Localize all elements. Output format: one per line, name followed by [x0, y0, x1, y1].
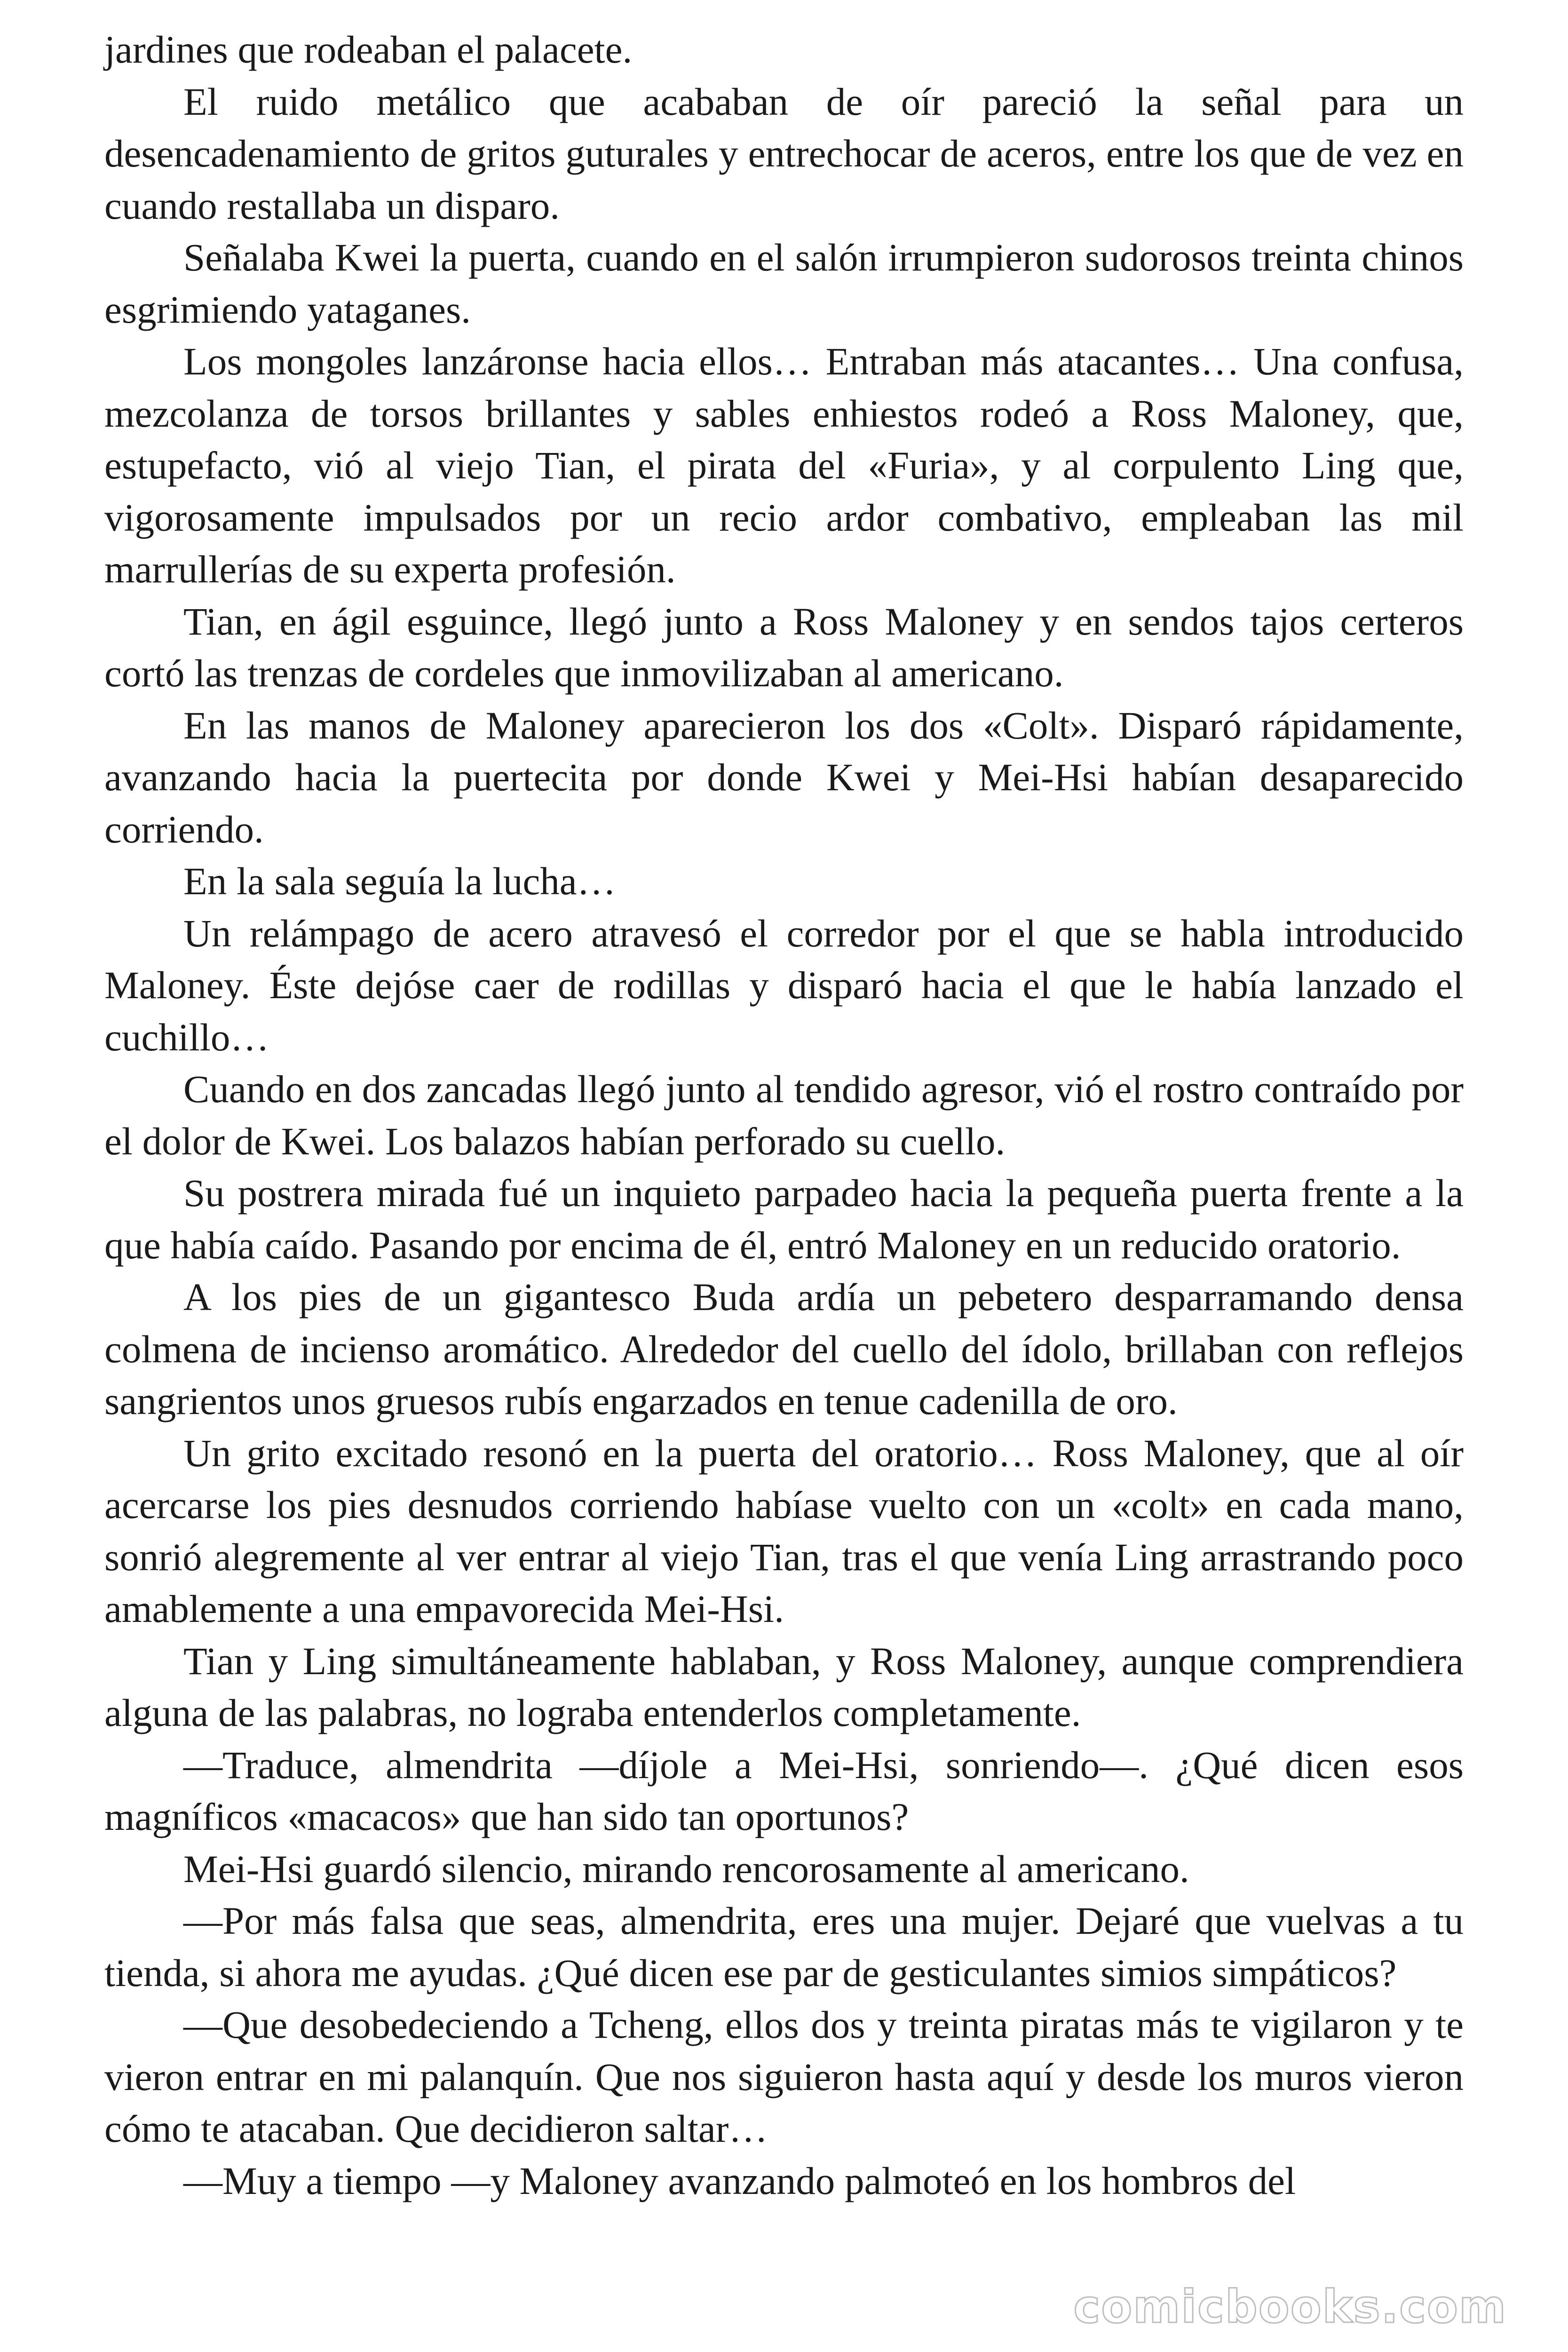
- book-page: [104, 24, 1464, 2338]
- paragraph-5: Tian, en ágil esguince, llegó junto a Ross Maloney y en sendos tajos certeros cortó las trenzas de cordeles que inmovilizaban al americano.: [104, 599, 1464, 695]
- paragraph-11: A los pies de un gigantesco Buda ardía un pebetero desparramando densa colmena de incienso aromático. Alrededor del cuello del ídolo, brillaban con reflejos sangrientos unos gruesos rubís engarzados en tenue cadenilla de oro.: [104, 1275, 1464, 1422]
- paragraph-13: Tian y Ling simultáneamente hablaban, y Ross Maloney, aunque comprendiera alguna de las palabras, no lograba entenderlos completamente.: [104, 1639, 1464, 1734]
- paragraph-16: —Por más falsa que seas, almendrita, eres una mujer. Dejaré que vuelvas a tu tienda, si ahora me ayudas. ¿Qué dicen ese par de gesticulantes simios simpáticos?: [104, 1899, 1464, 1994]
- paragraph-7: En la sala seguía la lucha…: [183, 859, 616, 903]
- watermark-logo: comicbooks.com: [1073, 2280, 1507, 2333]
- paragraph-3: Señalaba Kwei la puerta, cuando en el salón irrumpieron sudorosos treinta chinos esgrimiendo yataganes.: [104, 236, 1464, 331]
- paragraph-1: jardines que rodeaban el palacete.: [104, 28, 633, 71]
- paragraph-18: —Muy a tiempo —y Maloney avanzando palmoteó en los hombros del: [183, 2159, 1296, 2202]
- paragraph-14: —Traduce, almendrita —díjole a Mei-Hsi, sonriendo—. ¿Qué dicen esos magníficos «macacos» que han sido tan oportunos?: [104, 1743, 1464, 1838]
- paragraph-17: —Que desobedeciendo a Tcheng, ellos dos y treinta piratas más te vigilaron y te vieron entrar en mi palanquín. Que nos siguieron hasta aquí y desde los muros vieron cómo te atacaban. Que decidieron saltar…: [104, 2003, 1464, 2150]
- paragraph-2: El ruido metálico que acababan de oír pareció la señal para un desencadenamiento de gritos guturales y entrechocar de aceros, entre los que de vez en cuando restallaba un disparo.: [104, 79, 1464, 227]
- paragraph-10: Su postrera mirada fué un inquieto parpadeo hacia la pequeña puerta frente a la que había caído. Pasando por encima de él, entró Maloney en un reducido oratorio.: [104, 1171, 1464, 1267]
- paragraph-15: Mei-Hsi guardó silencio, mirando rencorosamente al americano.: [183, 1847, 1189, 1891]
- paragraph-12: Un grito excitado resonó en la puerta del oratorio… Ross Maloney, que al oír acercarse los pies desnudos corriendo habíase vuelto con un «colt» en cada mano, sonrió alegremente al ver entrar al viejo Tian, tras el que venía Ling arrastrando poco amablemente a una empavorecida Mei-Hsi.: [104, 1431, 1464, 1630]
- paragraph-8: Un relámpago de acero atravesó el corredor por el que se habla introducido Maloney. Éste dejóse caer de rodillas y disparó hacia el que le había lanzado el cuchillo…: [104, 911, 1464, 1059]
- paragraph-6: En las manos de Maloney aparecieron los dos «Colt». Disparó rápidamente, avanzando hacia la puertecita por donde Kwei y Mei-Hsi habían desaparecido corriendo.: [104, 703, 1464, 851]
- paragraph-9: Cuando en dos zancadas llegó junto al tendido agresor, vió el rostro contraído por el dolor de Kwei. Los balazos habían perforado su cuello.: [104, 1067, 1464, 1163]
- paragraph-4: Los mongoles lanzáronse hacia ellos… Entraban más atacantes… Una confusa, mezcolanza de torsos brillantes y sables enhiestos rodeó a Ross Maloney, que, estupefacto, vió al viejo Tian, el pirata del «Furia», y al corpulento Ling que, vigorosamente impulsados por un recio ardor combativo, empleaban las mil marrullerías de su experta profesión.: [104, 340, 1464, 591]
